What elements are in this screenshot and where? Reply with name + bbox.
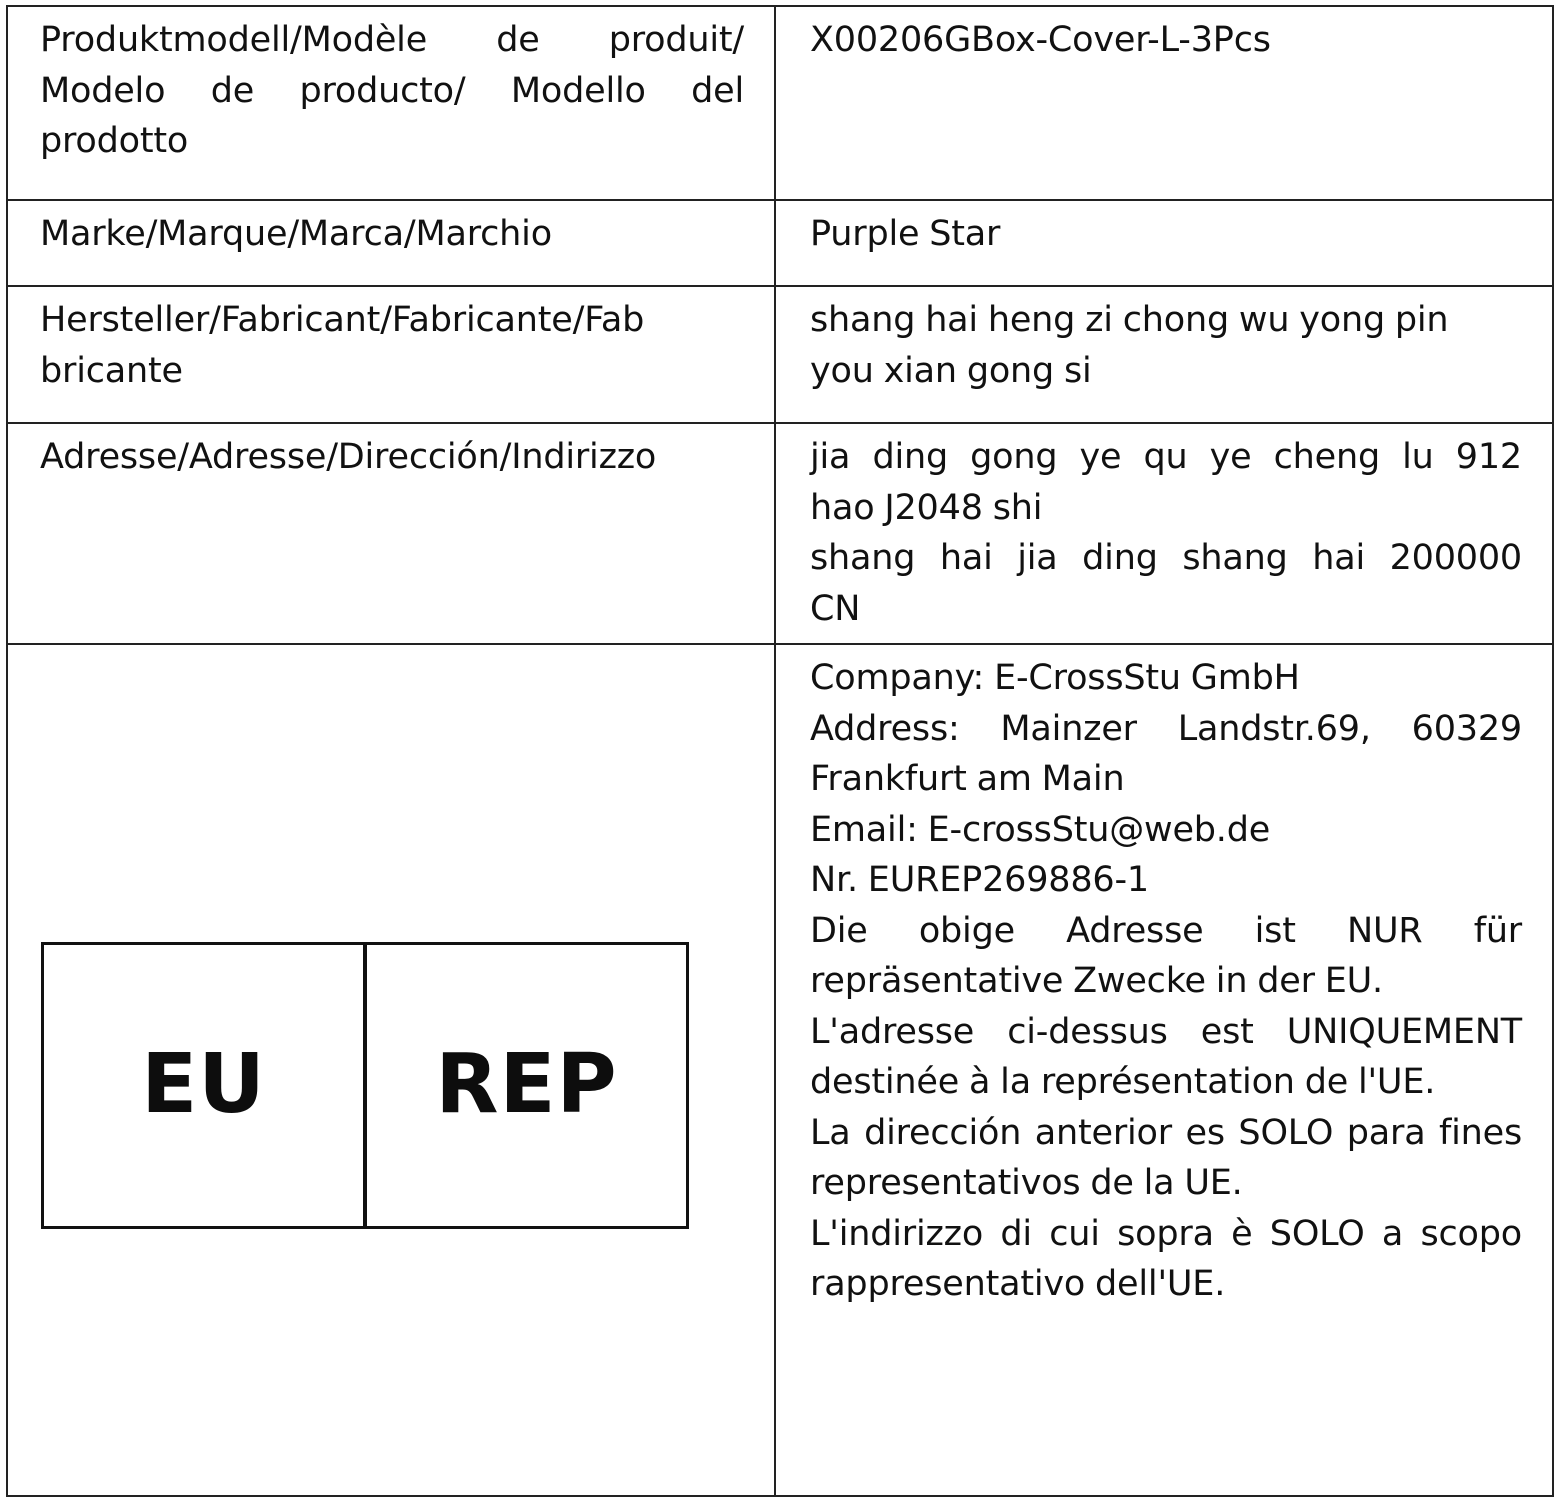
table-row-address — [7, 423, 1553, 644]
address-value-line-4: CN — [810, 588, 861, 629]
eu-rep-address-line-2: Frankfurt am Main — [810, 759, 1125, 799]
eu-rep-logo-eu: EU — [141, 1037, 266, 1133]
eu-rep-notice-it: L'indirizzo di cui sopra è SOLO a scopo rappresentativo dell'UE. — [810, 1213, 1522, 1304]
table-row-model — [7, 6, 1553, 200]
table-row-eu-rep — [7, 644, 1553, 1496]
eu-rep-email: Email: E-crossStu@web.de — [810, 809, 1271, 850]
table-row-manufacturer — [7, 286, 1553, 423]
address-value-line-2: hao J2048 shi — [810, 487, 1043, 528]
eu-rep-notice-es: La dirección anterior es SOLO para fines representativos de la UE. — [810, 1112, 1522, 1203]
eu-rep-number: Nr. EUREP269886-1 — [810, 860, 1149, 900]
brand-label: Marke/Marque/Marca/Marchio — [7, 200, 775, 286]
manufacturer-label-line-2: bricante — [40, 350, 183, 391]
manufacturer-value — [775, 286, 1553, 423]
address-label: Adresse/Adresse/Dirección/Indirizzo — [7, 423, 775, 644]
table-row-brand — [7, 200, 1553, 286]
eu-rep-logo — [41, 942, 689, 1229]
model-label: Produktmodell/Modèle de produit/ Modelo de producto/ Modello del prodotto — [7, 6, 775, 200]
brand-value: Purple Star — [775, 200, 1553, 286]
manufacturer-label — [7, 286, 775, 423]
eu-rep-notice-fr: L'adresse ci-dessus est UNIQUEMENT destinée à la représentation de l'UE. — [810, 1011, 1522, 1102]
address-value — [775, 423, 1553, 644]
manufacturer-label-line-1: Hersteller/Fabricant/Fabricante/Fab — [40, 300, 645, 340]
manufacturer-value-line-1: shang hai heng zi chong wu yong pin — [810, 300, 1449, 340]
product-info-table — [6, 5, 1554, 1497]
eu-rep-logo-cell — [7, 644, 775, 1496]
eu-rep-address-line-1: Address: Mainzer Landstr.69, 60329 — [810, 708, 1522, 749]
product-info-sheet — [6, 5, 1552, 1495]
eu-rep-details — [775, 644, 1553, 1496]
eu-rep-notice-de: Die obige Adresse ist NUR für repräsentative Zwecke in der EU. — [810, 910, 1522, 1001]
address-value-line-1: jia ding gong ye qu ye cheng lu 912 — [810, 437, 1522, 477]
model-value: X00206GBox-Cover-L-3Pcs — [775, 6, 1553, 200]
address-value-line-3: shang hai jia ding shang hai 200000 — [810, 538, 1522, 578]
eu-rep-logo-rep: REP — [363, 945, 686, 1226]
eu-rep-company: Company: E-CrossStu GmbH — [810, 658, 1300, 698]
manufacturer-value-line-2: you xian gong si — [810, 350, 1092, 391]
